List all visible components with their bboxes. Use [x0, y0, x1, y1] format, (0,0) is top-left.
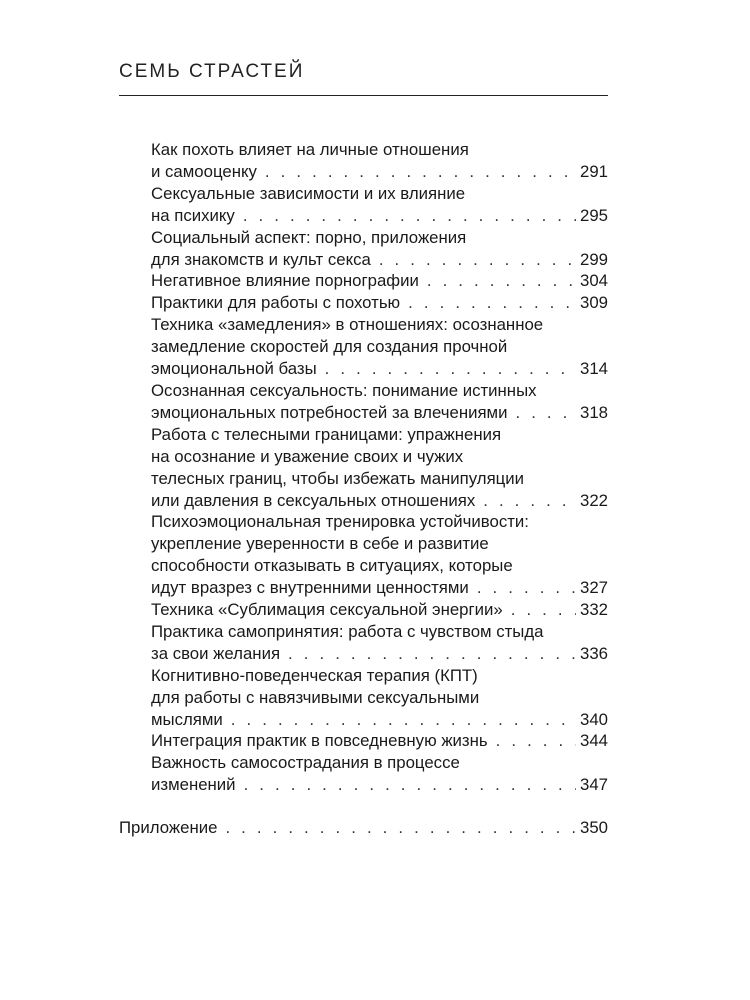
toc-entry-title-line: Когнитивно-поведенческая терапия (КПТ) — [151, 665, 478, 685]
toc-entry-title-line: Техника «Сублимация сексуальной энергии» — [151, 600, 503, 620]
toc-entry-line — [151, 358, 608, 380]
toc-entry[interactable] — [151, 621, 608, 665]
toc-entry[interactable] — [151, 424, 608, 512]
toc-entry-title-line: замедление скоростей для создания прочной — [151, 337, 508, 357]
toc-entry-line — [151, 402, 608, 424]
toc-entry[interactable] — [151, 270, 608, 292]
toc-entry-line — [151, 730, 608, 752]
dot-leader — [231, 709, 576, 731]
running-head-title: СЕМЬ СТРАСТЕЙ — [119, 61, 305, 82]
toc-entry-title-line: телесных границ, чтобы избежать манипуляции — [151, 468, 525, 488]
toc-entry-line — [151, 709, 608, 731]
toc-entry-line — [151, 270, 608, 292]
toc-entry-title-line: способности отказывать в ситуациях, которые — [151, 556, 513, 576]
toc-entry[interactable] — [151, 380, 608, 424]
toc-entry[interactable] — [151, 511, 608, 599]
toc-page-number: 344 — [580, 731, 608, 751]
toc-entry-line — [151, 161, 608, 183]
toc-entry[interactable] — [151, 599, 608, 621]
toc-entry-line — [151, 577, 608, 599]
toc-entry-title-line: на психику — [151, 205, 235, 225]
toc-entry-title-line: укрепление уверенности в себе и развитие — [151, 534, 489, 554]
toc-entry-title-line: Интеграция практик в повседневную жизнь — [151, 731, 488, 751]
dot-leader — [511, 599, 576, 621]
toc-entry-title-line: эмоциональных потребностей за влечениями — [151, 402, 508, 422]
toc-page-number: 332 — [580, 600, 608, 620]
toc-entry-appendix[interactable] — [119, 817, 608, 839]
dot-leader — [325, 358, 576, 380]
dot-leader — [244, 774, 576, 796]
toc-page-number: 350 — [580, 818, 608, 837]
dot-leader — [496, 730, 576, 752]
dot-leader — [265, 161, 576, 183]
toc-entry-title-line: Негативное влияние порнографии — [151, 271, 419, 291]
table-of-contents — [151, 139, 608, 796]
toc-entry[interactable] — [151, 752, 608, 796]
toc-entry-title-line: изменений — [151, 775, 236, 795]
dot-leader — [515, 402, 576, 424]
toc-entry-title-line: идут вразрез с внутренними ценностями — [151, 578, 469, 598]
header-rule — [119, 95, 608, 96]
toc-page-number: 322 — [580, 490, 608, 510]
toc-entry-title-line: эмоциональной базы — [151, 359, 317, 379]
toc-page-number: 295 — [580, 205, 608, 225]
toc-entry-title: Приложение — [119, 818, 218, 837]
toc-entry[interactable] — [151, 227, 608, 271]
toc-page-number: 304 — [580, 271, 608, 291]
toc-entry-line — [151, 774, 608, 796]
toc-page-number: 327 — [580, 578, 608, 598]
toc-entry-title-line: Важность самосострадания в процессе — [151, 753, 460, 773]
toc-entry-line — [151, 205, 608, 227]
toc-entry-title-line: за свои желания — [151, 643, 281, 663]
toc-entry[interactable] — [151, 314, 608, 380]
toc-entry-title-line: мыслями — [151, 709, 223, 729]
toc-page-number: 340 — [580, 709, 608, 729]
dot-leader — [483, 490, 576, 512]
toc-entry-title-line: для знакомств и культ секса — [151, 249, 371, 269]
toc-entry-line — [151, 599, 608, 621]
toc-entry-title-line: Практика самопринятия: работа с чувством стыда — [151, 621, 544, 641]
toc-entry-title-line: Техника «замедления» в отношениях: осознанное — [151, 315, 544, 335]
dot-leader — [408, 292, 576, 314]
toc-page-number: 299 — [580, 249, 608, 269]
toc-entry-title-line: или давления в сексуальных отношениях — [151, 490, 476, 510]
toc-page-number: 318 — [580, 402, 608, 422]
toc-entry-title-line: Осознанная сексуальность: понимание истинных — [151, 380, 537, 400]
toc-entry-title-line: для работы с навязчивыми сексуальными — [151, 687, 480, 707]
toc-page-number: 309 — [580, 293, 608, 313]
toc-entry[interactable] — [151, 665, 608, 731]
toc-entry[interactable] — [151, 183, 608, 227]
toc-entry-title-line: на осознание и уважение своих и чужих — [151, 446, 464, 466]
toc-entry-title-line: Социальный аспект: порно, приложения — [151, 227, 467, 247]
toc-entry-line — [119, 817, 608, 839]
toc-entry-title-line: Психоэмоциональная тренировка устойчивости: — [151, 512, 529, 532]
toc-page-number: 347 — [580, 775, 608, 795]
dot-leader — [379, 249, 576, 271]
toc-entry-line — [151, 490, 608, 512]
dot-leader — [243, 205, 576, 227]
toc-entry-line — [151, 643, 608, 665]
toc-entry[interactable] — [151, 139, 608, 183]
toc-entry-title-line: и самооценку — [151, 161, 257, 181]
toc-page-number: 291 — [580, 161, 608, 181]
dot-leader — [288, 643, 576, 665]
toc-entry-title-line: Работа с телесными границами: упражнения — [151, 424, 502, 444]
dot-leader — [427, 270, 576, 292]
dot-leader — [225, 817, 576, 839]
toc-entry-title-line: Как похоть влияет на личные отношения — [151, 140, 469, 159]
toc-page-number: 336 — [580, 643, 608, 663]
toc-entry-line — [151, 292, 608, 314]
toc-page-number: 314 — [580, 359, 608, 379]
toc-entry[interactable] — [151, 292, 608, 314]
toc-entry[interactable] — [151, 730, 608, 752]
dot-leader — [477, 577, 576, 599]
toc-entry-title-line: Сексуальные зависимости и их влияние — [151, 183, 466, 203]
toc-entry-line — [151, 249, 608, 271]
toc-entry-title-line: Практики для работы с похотью — [151, 293, 401, 313]
